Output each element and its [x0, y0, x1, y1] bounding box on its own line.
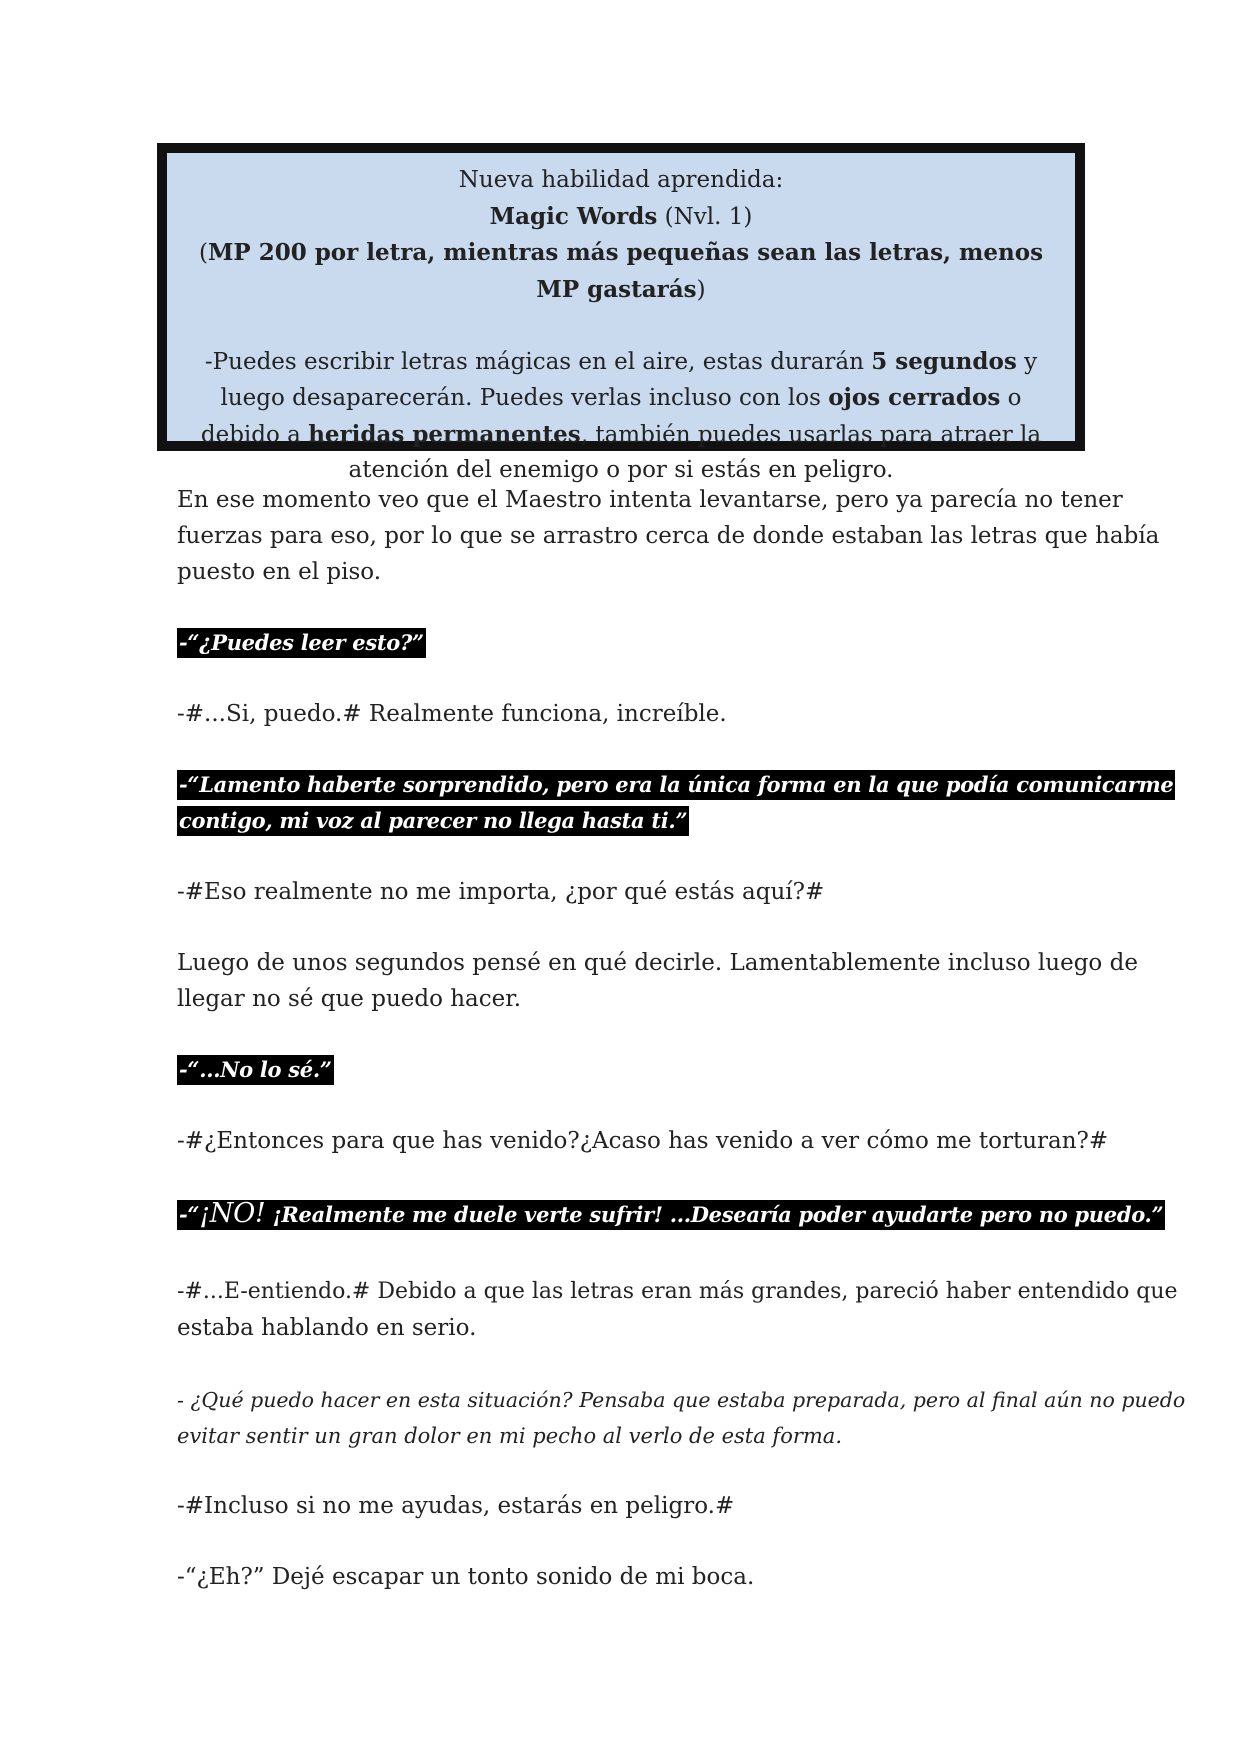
skill-level: (Nvl. 1)	[657, 203, 753, 230]
paragraph-line: llegar no sé que puedo hacer.	[177, 986, 522, 1012]
skill-box-content	[181, 163, 1061, 489]
paragraph-line: estaba hablando en serio.	[177, 1315, 477, 1341]
paragraph-line: -#¿Entonces para que has venido?¿Acaso has venido a ver cómo me torturan?#	[177, 1128, 1109, 1154]
paragraph-line: fuerzas para eso, por lo que se arrastro cerca de donde estaban las letras que había	[177, 523, 1160, 549]
skill-name-line	[181, 199, 1061, 236]
skill-name: Magic Words	[489, 202, 658, 230]
inner-thought-line: evitar sentir un gran dolor en mi pecho al verlo de esta forma.	[177, 1424, 842, 1448]
paragraph-line: En ese momento veo que el Maestro intenta levantarse, pero ya parecía no tener	[177, 487, 1123, 513]
emphasis-no: ¡NO!	[199, 1198, 266, 1229]
skill-heading: Nueva habilidad aprendida:	[458, 167, 784, 193]
paragraph-line: -#Eso realmente no me importa, ¿por qué estás aquí?#	[177, 879, 825, 905]
inner-thought-line: - ¿Qué puedo hacer en esta situación? Pensaba que estaba preparada, pero al final aún no puedo	[177, 1388, 1186, 1412]
paragraph-line: puesto en el piso.	[177, 559, 382, 585]
paragraph-line: -#...E-entiendo.# Debido a que las letras eran más grandes, pareció haber entendido que	[177, 1279, 1178, 1304]
highlighted-dialogue: -“...No lo sé.”	[177, 1054, 334, 1086]
paragraph-line: -#Incluso si no me ayudas, estarás en peligro.#	[177, 1493, 735, 1519]
highlighted-dialogue: -“¿Puedes leer esto?”	[177, 627, 426, 659]
paragraph-line: Luego de unos segundos pensé en qué decirle. Lamentablemente incluso luego de	[177, 950, 1138, 976]
paragraph-line: -“¿Eh?” Dejé escapar un tonto sonido de mi boca.	[177, 1564, 755, 1590]
paragraph-line: -#...Si, puedo.# Realmente funciona, increíble.	[177, 701, 727, 727]
skill-cost: MP 200 por letra, mientras más pequeñas sean las letras, menos MP gastarás	[207, 239, 1044, 303]
highlighted-dialogue: contigo, mi voz al parecer no llega hasta ti.”	[177, 805, 689, 837]
skill-cost-line: (MP 200 por letra, mientras más pequeñas sean las letras, menos MP gastarás)	[198, 239, 1044, 303]
skill-description: -Puedes escribir letras mágicas en el aire, estas durarán 5 segundos y luego desaparecerán. Puedes verlas incluso con los ojos cerrados o debido a heridas permanentes, también puedes usarlas para atraer la atención del enemigo o por si estás en peligro.	[200, 347, 1042, 483]
skill-notification-box	[160, 146, 1082, 483]
highlighted-dialogue: -“Lamento haberte sorprendido, pero era la única forma en la que podía comunicarme	[177, 769, 1175, 801]
highlighted-dialogue: -“¡NO! ¡Realmente me duele verte sufrir! ...Desearía poder ayudarte pero no puedo.”	[179, 1198, 1164, 1229]
